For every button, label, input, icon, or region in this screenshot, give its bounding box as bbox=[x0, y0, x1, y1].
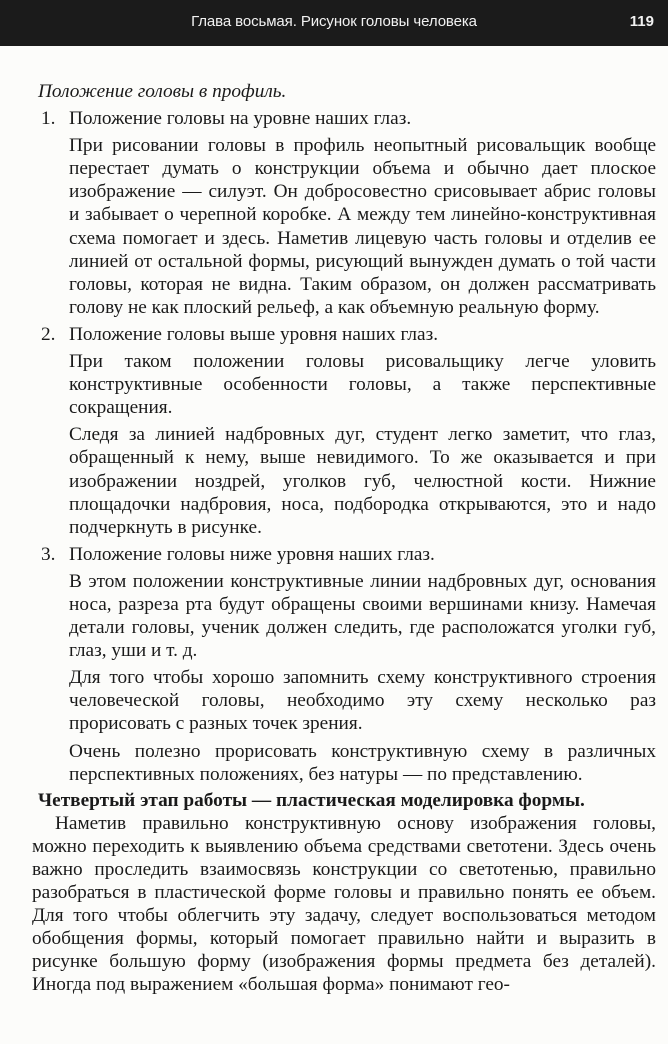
paragraph: Для того чтобы хорошо запомнить схему конструктивного строения человеческой головы, необходимо эту схему несколько раз прорисовать с разных точек зрения. bbox=[69, 667, 656, 735]
paragraph: При таком положении головы рисовальщику легче уловить конструктивные особенности головы, а также перспективные сокращения. bbox=[69, 351, 656, 419]
paragraph: Очень полезно прорисовать конструктивную схему в различных перспективных положениях, без натуры — по представлению. bbox=[69, 740, 656, 785]
list-item-3 bbox=[38, 543, 656, 566]
list-item-text: Положение головы ниже уровня наших глаз. bbox=[69, 543, 435, 565]
chapter-title: Глава восьмая. Рисунок головы человека bbox=[191, 13, 477, 30]
list-item-text: Положение головы на уровне наших глаз. bbox=[69, 108, 412, 130]
list-item-2 bbox=[38, 323, 656, 346]
paragraph: При рисовании головы в профиль неопытный рисовальщик вообще перестает думать о конструкции объема и обычно дает плоское изображение — силуэт. Он добросовестно срисовывает абрис головы и забывает о черепной коробке. А между тем линейно-конструктивная схема помогает и здесь. Наметив лицевую часть головы и отделив ее линией от остальной формы, рисующий вынужден думать о той части головы, которая не видна. Таким образом, он должен рассматривать голову не как плоский рельеф, а как объемную реальную форму. bbox=[69, 135, 656, 318]
paragraph: Наметив правильно конструктивную основу изображения головы, можно переходить к выявлению объема средствами светотени. Здесь очень важно проследить взаимосвязь конструкции со светотенью, правильно разобраться в пластической форме головы и правильно понять ее объем. Для того чтобы облегчить эту задачу, следует воспользоваться методом обобщения формы, который помогает правильно найти и выразить в рисунке большую форму (изображения формы предмета без деталей). Иногда под выражением «большая форма» понимают гео- bbox=[32, 812, 656, 996]
page-number: 119 bbox=[629, 13, 654, 30]
list-item-text: Положение головы выше уровня наших глаз. bbox=[69, 323, 439, 345]
paragraph: В этом положении конструктивные линии надбровных дуг, основания носа, разреза рта будут обращены своими вершинами книзу. Намечая детали головы, ученик должен следить, где расположатся уголки губ, глаз, уши и т. д. bbox=[69, 570, 656, 662]
list-number: 1. bbox=[41, 108, 56, 130]
section-subtitle: Положение головы в профиль. bbox=[38, 81, 287, 102]
page-body bbox=[32, 80, 656, 997]
list-number: 3. bbox=[41, 543, 56, 565]
running-header bbox=[0, 0, 668, 46]
list-item-1 bbox=[38, 107, 656, 130]
paragraph: Следя за линией надбровных дуг, студент легко заметит, что глаз, обращенный к нему, выше невидимого. То же оказывается и при изображении ноздрей, уголков губ, челюстной кости. Нижние площадочки надбровия, носа, подбородка открываются, это и надо подчеркнуть в рисунке. bbox=[69, 424, 656, 538]
list-number: 2. bbox=[41, 323, 56, 345]
section-heading: Четвертый этап работы — пластическая моделировка формы. bbox=[38, 789, 585, 811]
